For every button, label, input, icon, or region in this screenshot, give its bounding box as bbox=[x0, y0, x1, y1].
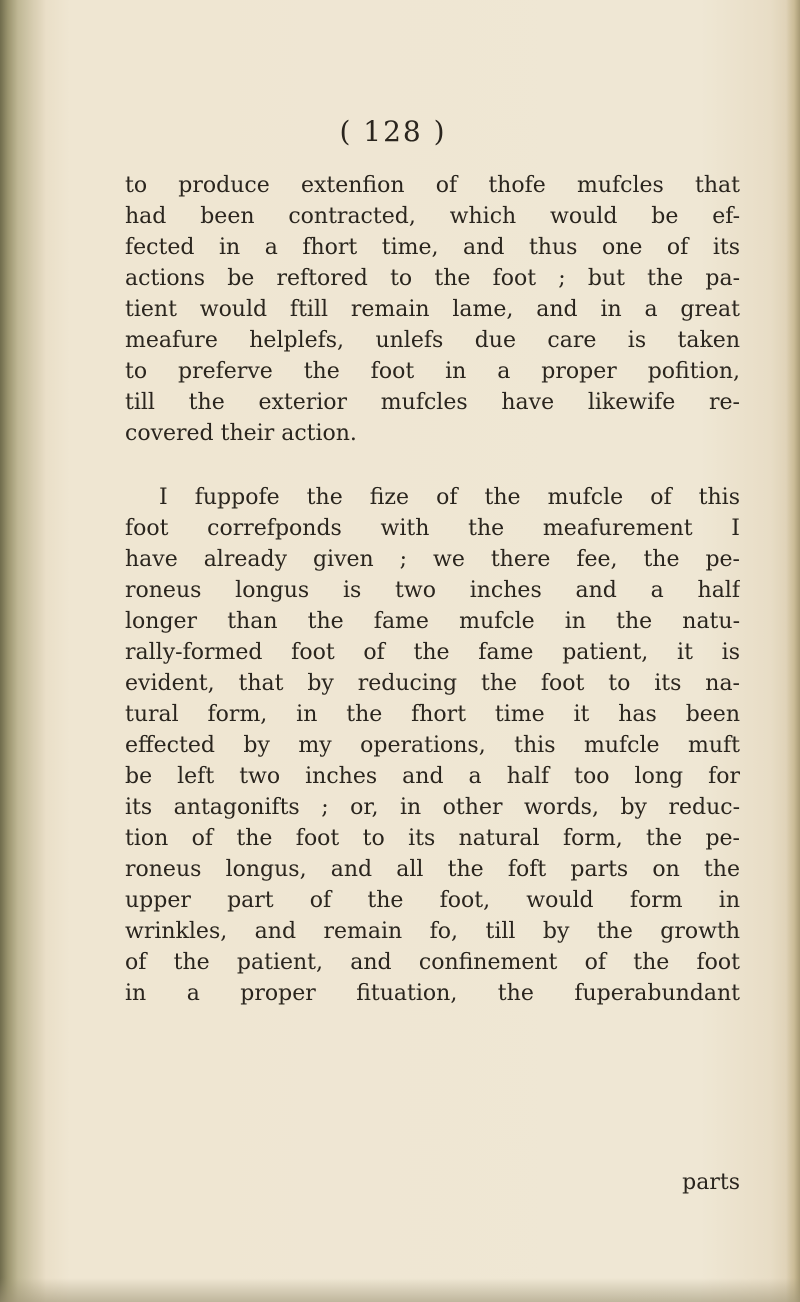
catchword: parts bbox=[682, 1170, 740, 1195]
text-line: fected in a fhort time, and thus one of its bbox=[125, 235, 740, 260]
page-bottom-shadow bbox=[0, 1278, 800, 1302]
text-line: effected by my operations, this mufcle muft bbox=[125, 733, 740, 758]
text-line: roneus longus is two inches and a half bbox=[125, 578, 740, 603]
text-line: wrinkles, and remain fo, till by the growth bbox=[125, 919, 740, 944]
text-line: I fuppofe the fize of the mufcle of this bbox=[159, 485, 740, 510]
text-line: rally-formed foot of the fame patient, it is bbox=[125, 640, 740, 665]
page-gutter-shadow bbox=[0, 0, 46, 1302]
text-line: till the exterior mufcles have likewife re- bbox=[125, 390, 740, 415]
text-line: actions be reftored to the foot ; but the pa- bbox=[125, 266, 740, 291]
text-line: foot correfponds with the meafurement I bbox=[125, 516, 740, 541]
text-line: longer than the fame mufcle in the natu- bbox=[125, 609, 740, 634]
text-line: tient would ftill remain lame, and in a great bbox=[125, 297, 740, 322]
text-line: tion of the foot to its natural form, the pe- bbox=[125, 826, 740, 851]
paragraph-1 bbox=[125, 170, 740, 449]
text-line: had been contracted, which would be ef- bbox=[125, 204, 740, 229]
text-line: be left two inches and a half too long for bbox=[125, 764, 740, 789]
text-line: in a proper fituation, the fuperabundant bbox=[125, 981, 740, 1006]
text-line: have already given ; we there fee, the pe- bbox=[125, 547, 740, 572]
text-line: covered their action. bbox=[125, 421, 357, 446]
text-line: tural form, in the fhort time it has been bbox=[125, 702, 740, 727]
page-edge-shadow bbox=[786, 0, 800, 1302]
text-line: its antagonifts ; or, in other words, by reduc- bbox=[125, 795, 740, 820]
paragraph-2 bbox=[125, 482, 740, 1009]
text-line: evident, that by reducing the foot to its na- bbox=[125, 671, 740, 696]
text-line: meafure helplefs, unlefs due care is taken bbox=[125, 328, 740, 353]
text-line: to produce extenfion of thofe mufcles that bbox=[125, 173, 740, 198]
text-line: of the patient, and confinement of the foot bbox=[125, 950, 740, 975]
body-text bbox=[125, 170, 740, 1195]
paragraph-spacer bbox=[125, 449, 740, 482]
text-line: upper part of the foot, would form in bbox=[125, 888, 740, 913]
text-line: to preferve the foot in a proper pofition, bbox=[125, 359, 740, 384]
text-line: roneus longus, and all the foft parts on the bbox=[125, 857, 740, 882]
page-number: ( 128 ) bbox=[339, 115, 447, 148]
